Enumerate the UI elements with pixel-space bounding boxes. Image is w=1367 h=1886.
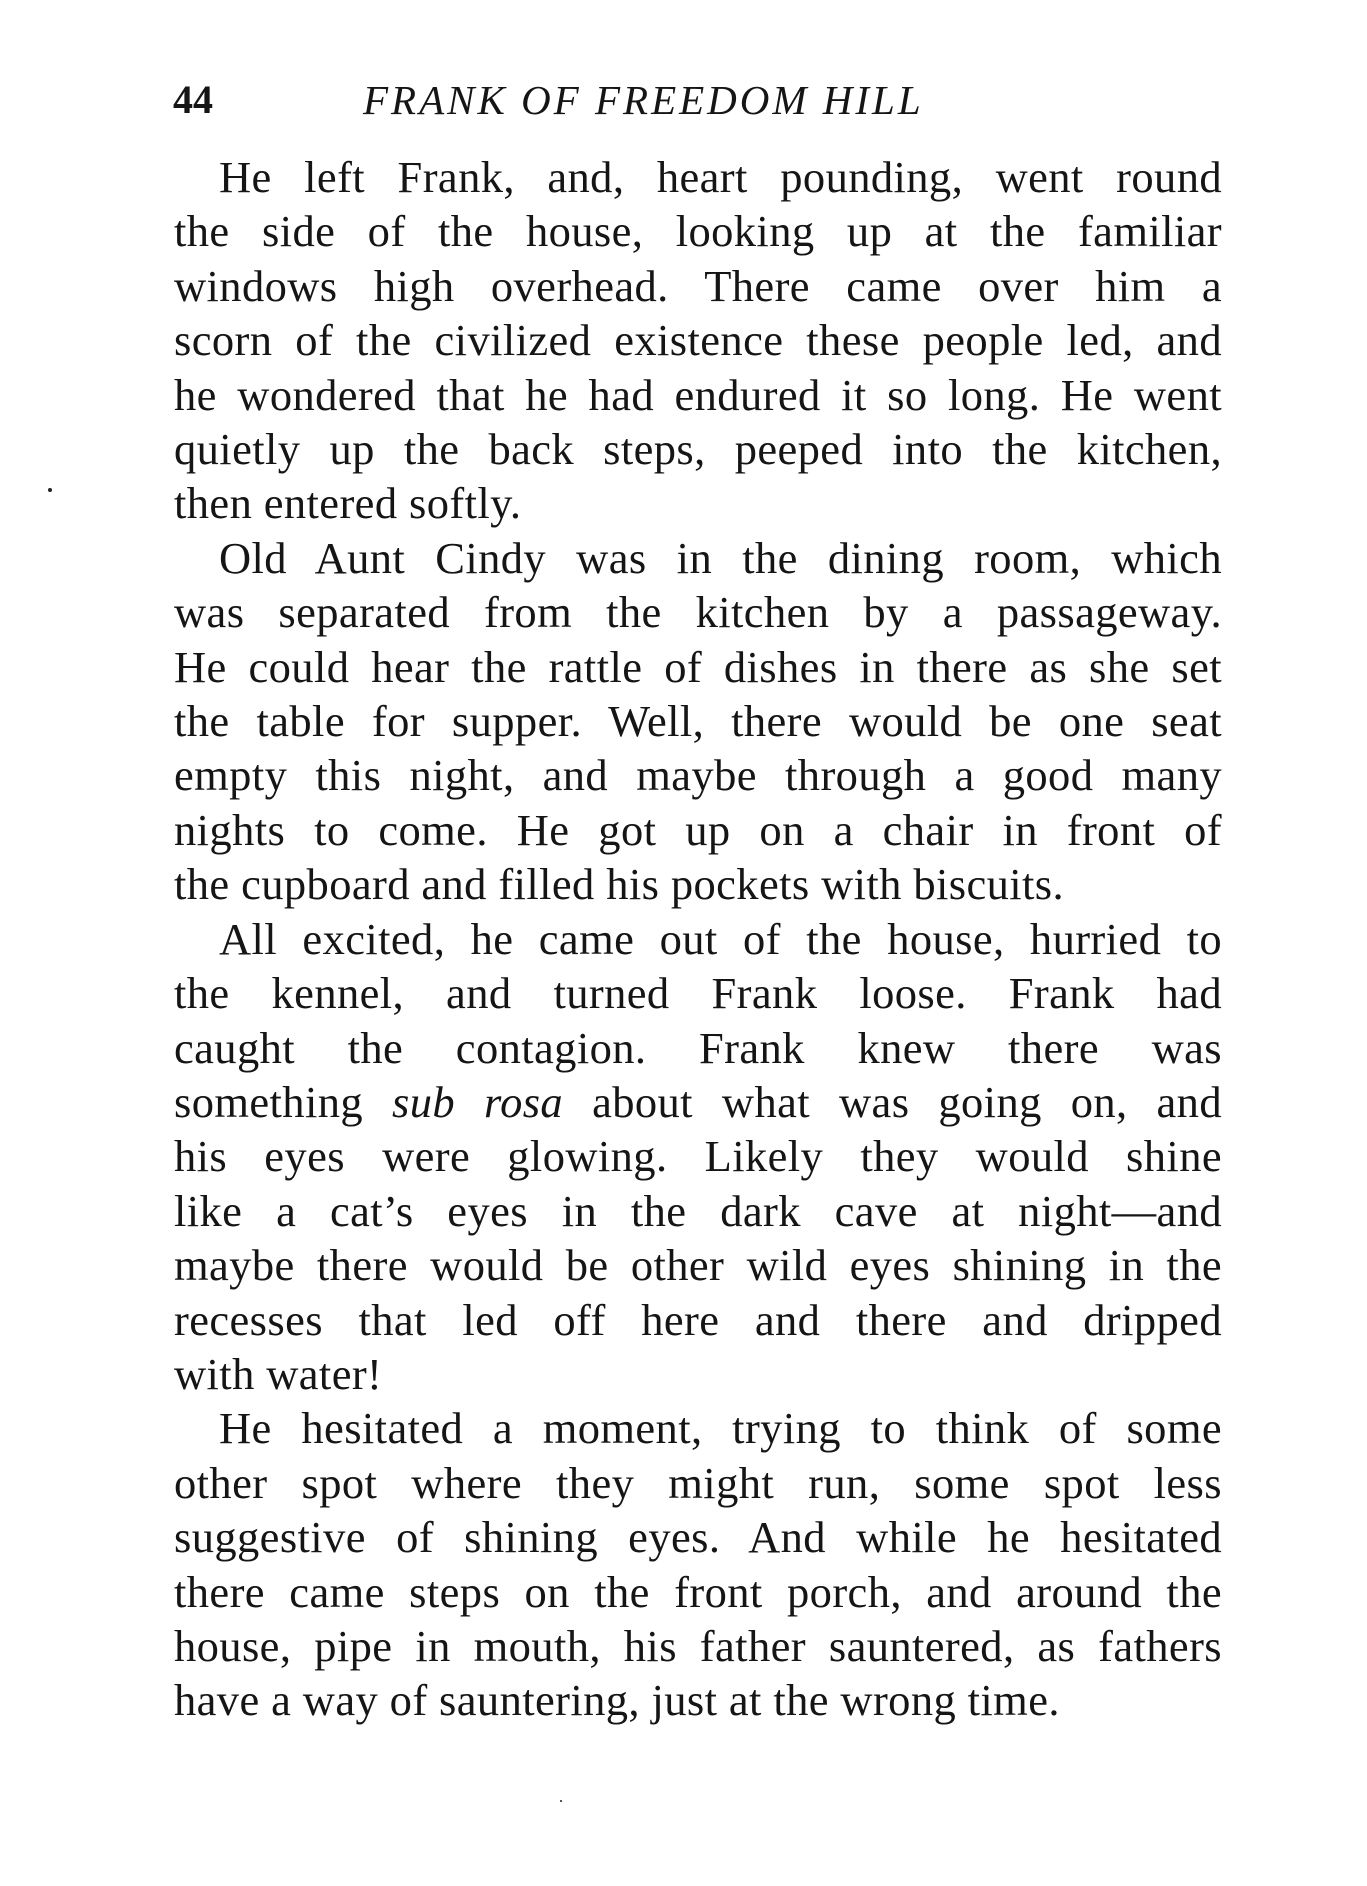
text-line: suggestive of shining eyes. And while he hesitated xyxy=(174,1512,1222,1563)
text-line: he wondered that he had endured it so long. He went xyxy=(174,369,1222,420)
text-line: windows high overhead. There came over him a xyxy=(174,260,1222,311)
page-header xyxy=(173,74,1033,130)
text-line: scorn of the civilized existence these people led, and xyxy=(174,315,1222,366)
text-line: then entered softly. xyxy=(174,478,522,529)
text-line: He left Frank, and, heart pounding, went round xyxy=(219,152,1222,202)
text-line: was separated from the kitchen by a passageway. xyxy=(174,587,1222,638)
text-line-with-italic xyxy=(174,1075,1222,1129)
text-line: Old Aunt Cindy was in the dining room, which xyxy=(219,532,1222,583)
text-line: nights to come. He got up on a chair in front of xyxy=(174,804,1222,855)
paragraph-1 xyxy=(174,150,1222,531)
text-line: All excited, he came out of the house, hurried to xyxy=(219,913,1222,964)
text-line: the kennel, and turned Frank loose. Frank had xyxy=(174,968,1222,1019)
italic-phrase: sub rosa xyxy=(392,1076,564,1127)
text-line: the table for supper. Well, there would be one seat xyxy=(174,696,1222,747)
paragraph-3 xyxy=(174,912,1222,1402)
text-line: with water! xyxy=(174,1348,383,1399)
text-line: other spot where they might run, some spot less xyxy=(174,1457,1222,1508)
paragraph-4 xyxy=(174,1401,1222,1727)
page-number: 44 xyxy=(173,77,213,122)
text-line: house, pipe in mouth, his father sauntered, as fathers xyxy=(174,1620,1222,1671)
text-line: like a cat’s eyes in the dark cave at night—and xyxy=(174,1185,1222,1236)
text-line: have a way of sauntering, just at the wrong time. xyxy=(174,1675,1060,1726)
text-line: there came steps on the front porch, and around the xyxy=(174,1566,1222,1617)
body-text xyxy=(174,150,1222,1728)
text-line: recesses that led off here and there and dripped xyxy=(174,1294,1222,1345)
text-segment: something xyxy=(174,1076,392,1127)
text-line: empty this night, and maybe through a good many xyxy=(174,750,1222,801)
text-line: quietly up the back steps, peeped into the kitchen, xyxy=(174,424,1222,475)
text-line: the side of the house, looking up at the familiar xyxy=(174,206,1222,257)
speck-mark xyxy=(48,488,52,492)
text-line: He could hear the rattle of dishes in there as she set xyxy=(174,641,1222,692)
running-title: FRANK OF FREEDOM HILL xyxy=(363,77,924,123)
speck-mark xyxy=(560,1800,562,1802)
text-segment: about what was going on, and xyxy=(563,1076,1222,1127)
text-line: He hesitated a moment, trying to think of some xyxy=(219,1403,1222,1454)
text-line: caught the contagion. Frank knew there was xyxy=(174,1022,1222,1073)
text-line: his eyes were glowing. Likely they would shine xyxy=(174,1131,1222,1182)
text-line: the cupboard and filled his pockets with biscuits. xyxy=(174,859,1065,910)
text-line: maybe there would be other wild eyes shining in the xyxy=(174,1240,1222,1291)
paragraph-2 xyxy=(174,531,1222,912)
